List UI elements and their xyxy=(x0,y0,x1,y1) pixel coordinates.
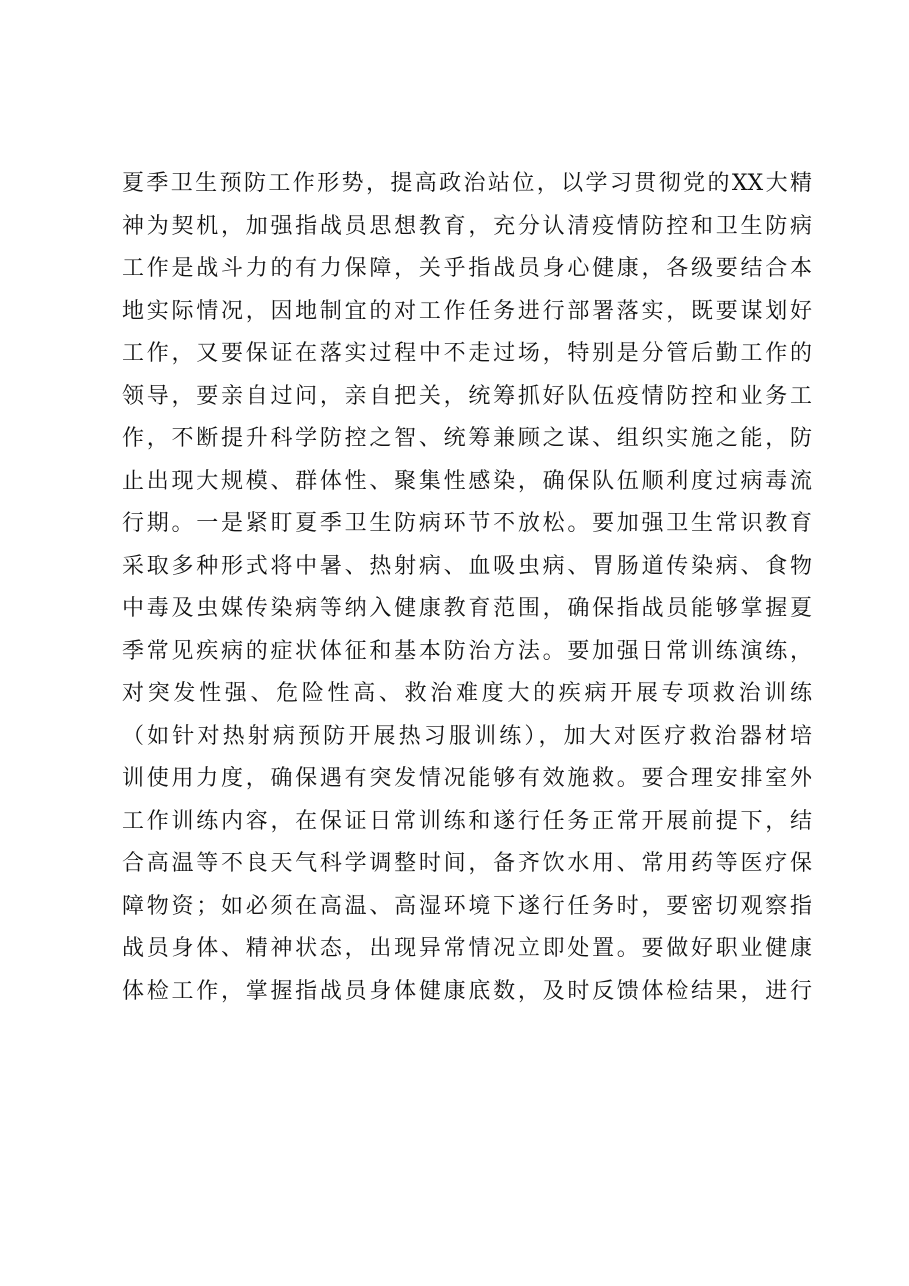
line-text: 夏季卫生预防工作形势，提高政治站位，以学习贯彻党的XX大精 xyxy=(122,171,812,196)
line-text: 领导，要亲自过问，亲自把关，统筹抓好队伍疫情防控和业务工 xyxy=(122,383,812,409)
line-text: （如针对热射病预防开展热习服训练），加大对医疗救治器材培 xyxy=(122,723,812,749)
line-text: 工作训练内容，在保证日常训练和遂行任务正常开展前提下，结 xyxy=(122,808,812,834)
line-text: 训使用力度，确保遇有突发情况能够有效施救。要合理安排室外 xyxy=(122,766,812,791)
line-text: 作，不断提升科学防控之智、统筹兼顾之谋、组织实施之能，防 xyxy=(122,426,812,451)
line-text: 对突发性强、危险性高、救治难度大的疾病开展专项救治训练 xyxy=(122,681,812,706)
text-line xyxy=(122,503,812,546)
text-line xyxy=(122,843,812,886)
line-text: 行期。一是紧盯夏季卫生防病环节不放松。要加强卫生常识教育 xyxy=(122,511,812,536)
text-line xyxy=(122,588,812,631)
line-text: 神为契机，加强指战员思想教育，充分认清疫情防控和卫生防病 xyxy=(122,213,812,239)
line-text: 战员身体、精神状态，出现异常情况立即处置。要做好职业健康 xyxy=(122,936,812,961)
text-line xyxy=(122,758,812,801)
text-line xyxy=(122,928,812,971)
text-line xyxy=(122,461,812,504)
body-text xyxy=(122,163,812,1013)
line-text: 工作是战斗力的有力保障，关乎指战员身心健康，各级要结合本 xyxy=(122,256,812,281)
text-line xyxy=(122,333,812,376)
line-text: 合高温等不良天气科学调整时间，备齐饮水用、常用药等医疗保 xyxy=(122,851,812,876)
text-line xyxy=(122,971,812,1014)
line-text: 中毒及虫媒传染病等纳入健康教育范围，确保指战员能够掌握夏 xyxy=(122,596,812,621)
text-line xyxy=(122,886,812,929)
text-line xyxy=(122,163,812,206)
text-line xyxy=(122,291,812,334)
line-text: 止出现大规模、群体性、聚集性感染，确保队伍顺利度过病毒流 xyxy=(122,468,812,494)
line-text: 体检工作，掌握指战员身体健康底数，及时反馈体检结果，进行 xyxy=(122,978,812,1004)
line-text: 季常见疾病的症状体征和基本防治方法。要加强日常训练演练， xyxy=(122,638,812,664)
line-text: 障物资；如必须在高温、高湿环境下遂行任务时，要密切观察指 xyxy=(122,893,812,919)
line-text: 地实际情况，因地制宜的对工作任务进行部署落实，既要谋划好 xyxy=(122,298,812,324)
line-text: 采取多种形式将中暑、热射病、血吸虫病、胃肠道传染病、食物 xyxy=(122,553,812,579)
text-line xyxy=(122,376,812,419)
text-line xyxy=(122,418,812,461)
text-line xyxy=(122,546,812,589)
line-text: 工作，又要保证在落实过程中不走过场，特别是分管后勤工作的 xyxy=(122,341,812,366)
text-line xyxy=(122,631,812,674)
text-line xyxy=(122,248,812,291)
text-line xyxy=(122,206,812,249)
text-line xyxy=(122,716,812,759)
text-line xyxy=(122,801,812,844)
text-line xyxy=(122,673,812,716)
